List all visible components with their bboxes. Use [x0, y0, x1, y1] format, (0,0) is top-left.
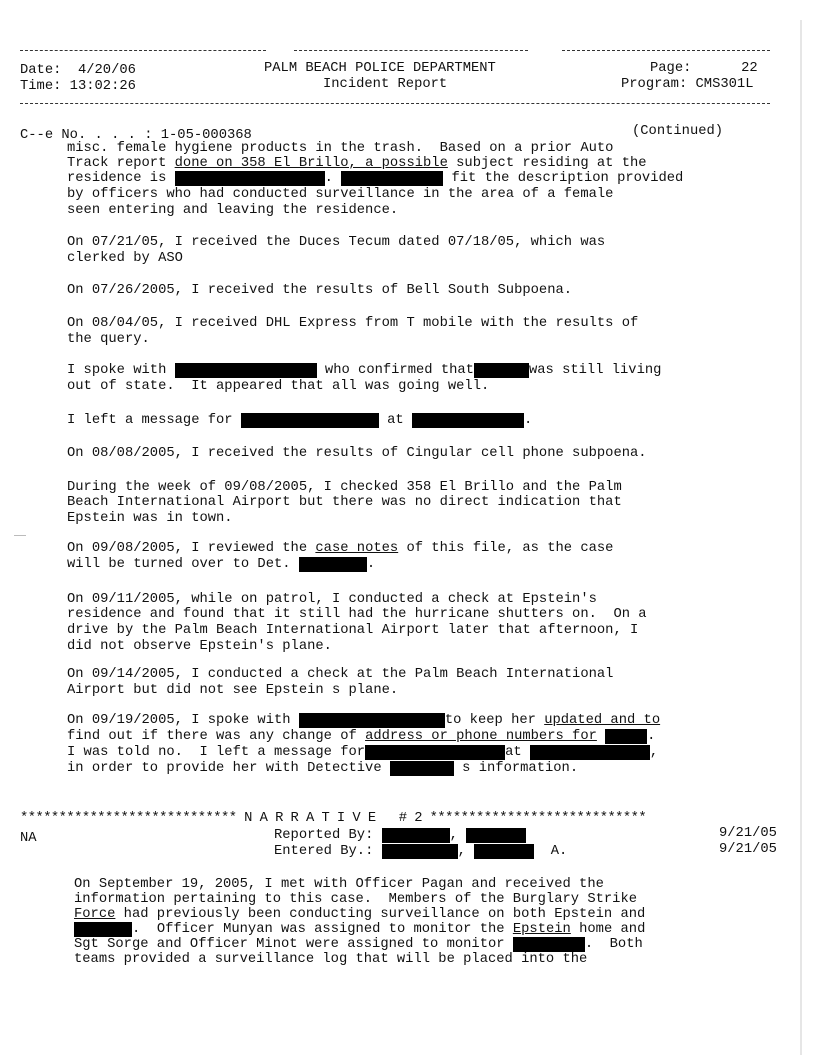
entered-date: 9/21/05 — [719, 842, 777, 857]
narrative-line: On September 19, 2005, I met with Officer Pagan and received the — [74, 877, 604, 892]
redaction-bar — [382, 828, 450, 843]
body-line: Track report done on 358 El Brillo, a possible subject residing at the — [67, 156, 647, 171]
redaction-bar — [390, 761, 454, 776]
redaction-bar — [299, 713, 445, 728]
body-line: clerked by ASO — [67, 251, 183, 266]
body-line: On 08/04/05, I received DHL Express from T mobile with the results of — [67, 316, 639, 331]
body-line: drive by the Palm Beach International Airport later that afternoon, I — [67, 623, 639, 638]
body-line: residence and found that it still had the hurricane shutters on. On a — [67, 607, 647, 622]
reported-by: Reported By: , — [274, 828, 526, 843]
redaction-bar — [466, 828, 526, 843]
body-line: Epstein was in town. — [67, 511, 233, 526]
body-line: On 09/08/2005, I reviewed the case notes of this file, as the case — [67, 541, 614, 556]
header-rule-bottom — [20, 103, 770, 104]
narrative-na-label: NA — [20, 831, 37, 846]
body-line: seen entering and leaving the residence. — [67, 203, 399, 218]
case-number: C‐‐e No. . . . : 1-05-000368 — [20, 128, 252, 143]
body-line: in order to provide her with Detective s information. — [67, 761, 579, 776]
scan-mark — [14, 535, 26, 536]
body-line: residence is . fit the description provided — [67, 171, 684, 186]
redaction-bar — [530, 745, 650, 760]
body-line: On 07/26/2005, I received the results of Bell South Subpoena. — [67, 283, 573, 298]
redaction-bar — [341, 171, 443, 186]
body-line: On 09/14/2005, I conducted a check at the Palm Beach International — [67, 667, 614, 682]
body-line: by officers who had conducted surveillance in the area of a female — [67, 187, 614, 202]
body-line: On 09/11/2005, while on patrol, I conducted a check at Epstein's — [67, 592, 597, 607]
body-line: On 07/21/05, I received the Duces Tecum dated 07/18/05, which was — [67, 235, 606, 250]
body-line: did not observe Epstein's plane. — [67, 639, 332, 654]
redaction-bar — [605, 729, 647, 744]
redaction-bar — [513, 937, 585, 952]
redaction-bar — [175, 171, 325, 186]
body-line: the query. — [67, 332, 150, 347]
redaction-bar — [382, 844, 458, 859]
scan-mark — [800, 20, 802, 1055]
redaction-bar — [474, 363, 529, 378]
header-rule-top-mid — [294, 50, 528, 51]
narrative-line: Force had previously been conducting surveillance on both Epstein and — [74, 907, 646, 922]
page-number: Page: 22 — [650, 61, 758, 76]
body-line: I left a message for at . — [67, 413, 533, 428]
redaction-bar — [474, 844, 534, 859]
narrative-line: information pertaining to this case. Members of the Burglary Strike — [74, 892, 638, 907]
narrative-line: teams provided a surveillance log that will be placed into the — [74, 952, 588, 967]
body-line: out of state. It appeared that all was going well. — [67, 379, 490, 394]
redaction-bar — [175, 363, 317, 378]
narrative-line: . Officer Munyan was assigned to monitor the Epstein home and — [74, 922, 645, 937]
department-name: PALM BEACH POLICE DEPARTMENT — [264, 61, 496, 76]
body-line: Beach International Airport but there was no direct indication that — [67, 495, 622, 510]
body-line: I was told no. I left a message for at , — [67, 745, 659, 760]
redaction-bar — [241, 413, 379, 428]
report-type: Incident Report — [323, 77, 448, 92]
body-line: will be turned over to Det. . — [67, 557, 376, 572]
narrative-line: Sgt Sorge and Officer Minot were assigned to monitor . Both — [74, 937, 643, 952]
redaction-bar — [74, 922, 132, 937]
body-line: On 08/08/2005, I received the results of Cingular cell phone subpoena. — [67, 446, 647, 461]
body-line: misc. female hygiene products in the trash. Based on a prior Auto — [67, 141, 614, 156]
body-line: I spoke with who confirmed that was still living — [67, 363, 662, 378]
entered-by: Entered By.: , A. — [274, 844, 568, 859]
header-rule-top-right — [562, 50, 770, 51]
report-time: Time: 13:02:26 — [20, 79, 136, 94]
narrative-banner: **************************** N A R R A T I V E # 2 **************************** — [20, 811, 647, 826]
program-id: Program: CMS301L — [621, 77, 754, 92]
header-rule-top-left — [20, 50, 266, 51]
body-line: On 09/19/2005, I spoke with to keep her updated and to — [67, 713, 661, 728]
continued-label: (Continued) — [632, 124, 724, 139]
reported-date: 9/21/05 — [719, 826, 777, 841]
redaction-bar — [412, 413, 524, 428]
body-line: find out if there was any change of address or phone numbers for . — [67, 729, 656, 744]
redaction-bar — [365, 745, 505, 760]
body-line: During the week of 09/08/2005, I checked 358 El Brillo and the Palm — [67, 480, 622, 495]
redaction-bar — [299, 557, 367, 572]
body-line: Airport but did not see Epstein s plane. — [67, 683, 399, 698]
report-date: Date: 4/20/06 — [20, 63, 136, 78]
